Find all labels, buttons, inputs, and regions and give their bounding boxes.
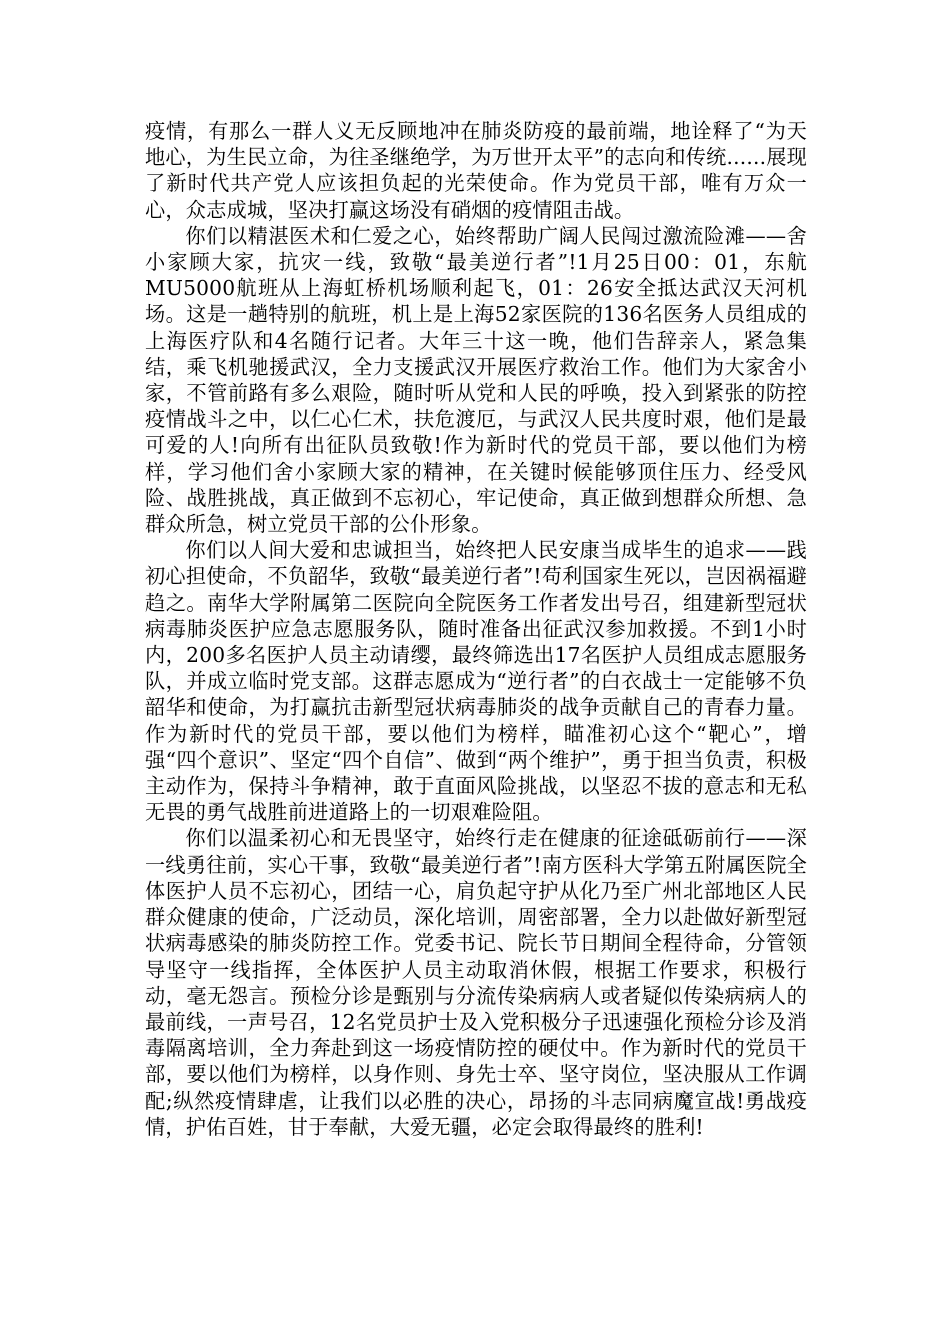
document-body bbox=[145, 118, 807, 1140]
paragraph-1: 疫情，有那么一群人义无反顾地冲在肺炎防疫的最前端，地诠释了“为天地心，为生民立命，为往圣继绝学，为万世开太平”的志向和传统......展现了新时代共产党人应该担负起的光荣使命。作为党员干部，唯有万众一心，众志成城，坚决打赢这场没有硝烟的疫情阻击战。 bbox=[145, 119, 807, 222]
paragraph-3: 你们以人间大爱和忠诚担当，始终把人民安康当成毕生的追求——践初心担使命，不负韶华，致敬“最美逆行者”!苟利国家生死以，岂因祸福避趋之。南华大学附属第二医院向全院医务工作者发出号召，组建新型冠状病毒肺炎医护应急志愿服务队，随时准备出征武汉参加救援。不到1小时内，200多名医护人员主动请缨，最终筛选出17名医护人员组成志愿服务队，并成立临时党支部。这群志愿成为“逆行者”的白衣战士一定能够不负韶华和使命，为打赢抗击新型冠状病毒肺炎的战争贡献自己的青春力量。作为新时代的党员干部，要以他们为榜样，瞄准初心这个“靶心”，增强“四个意识”、坚定“四个自信”、做到“两个维护”，勇于担当负责，积极主动作为，保持斗争精神，敢于直面风险挑战，以坚忍不拔的意志和无私无畏的勇气战胜前进道路上的一切艰难险阻。 bbox=[145, 538, 807, 825]
paragraph-4: 你们以温柔初心和无畏坚守，始终行走在健康的征途砥砺前行——深一线勇往前，实心干事，致敬“最美逆行者”!南方医科大学第五附属医院全体医护人员不忘初心，团结一心，肩负起守护从化乃至广州北部地区人民群众健康的使命，广泛动员，深化培训，周密部署，全力以赴做好新型冠状病毒感染的肺炎防控工作。党委书记、院长节日期间全程待命，分管领导坚守一线指挥，全体医护人员主动取消休假，根据工作要求，积极行动，毫无怨言。预检分诊是甄别与分流传染病病人或者疑似传染病病人的最前线，一声号召，12名党员护士及入党积极分子迅速强化预检分诊及消毒隔离培训，全力奔赴到这一场疫情防控的硬仗中。作为新时代的党员干部，要以他们为榜样，以身作则、身先士卒、坚守岗位，坚决服从工作调配;纵然疫情肆虐，让我们以必胜的决心，昂扬的斗志同病魔宣战!勇战疫情，护佑百姓，甘于奉献，大爱无疆，必定会取得最终的胜利! bbox=[145, 826, 807, 1139]
paragraph-2: 你们以精湛医术和仁爱之心，始终帮助广阔人民闯过激流险滩——舍小家顾大家，抗灾一线，致敬“最美逆行者”!1月25日00：01，东航MU5000航班从上海虹桥机场顺利起飞，01：26安全抵达武汉天河机场。这是一趟特别的航班，机上是上海52家医院的136名医务人员组成的上海医疗队和4名随行记者。大年三十这一晚，他们告辞亲人，紧急集结，乘飞机驰援武汉，全力支援武汉开展医疗救治工作。他们为大家舍小家，不管前路有多么艰险，随时听从党和人民的呼唤，投入到紧张的防控疫情战斗之中，以仁心仁术，扶危渡厄，与武汉人民共度时艰，他们是最可爱的人!向所有出征队员致敬!作为新时代的党员干部，要以他们为榜样，学习他们舍小家顾大家的精神，在关键时候能够顶住压力、经受风险、战胜挑战，真正做到不忘初心，牢记使命，真正做到想群众所想、急群众所急，树立党员干部的公仆形象。 bbox=[145, 223, 807, 537]
